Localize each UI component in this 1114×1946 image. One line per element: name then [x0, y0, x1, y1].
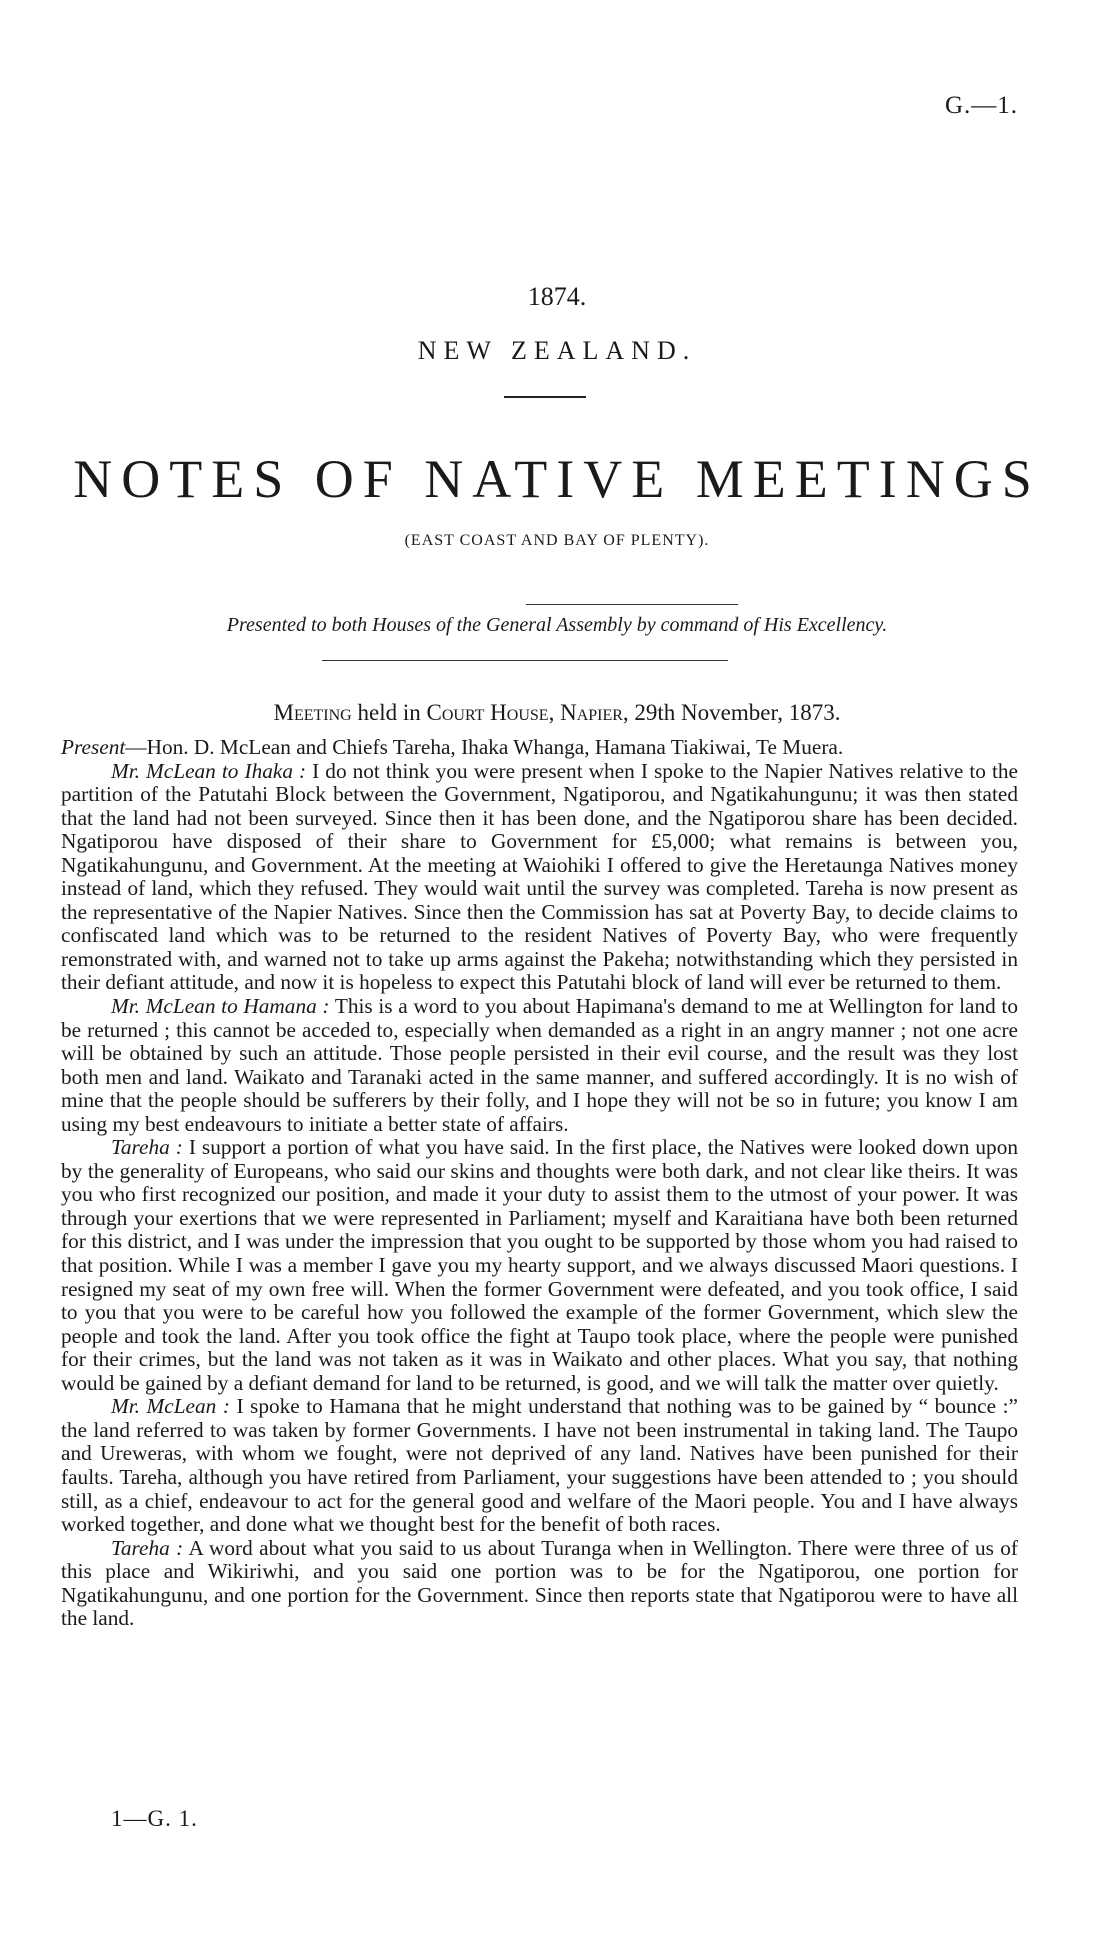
present-text: —Hon. D. McLean and Chiefs Tareha, Ihaka Whanga, Hamana Tiakiwai, Te Muera.	[125, 735, 844, 759]
meeting-separator: ,	[548, 700, 561, 725]
meeting-place: Napier	[560, 700, 623, 725]
paragraph	[61, 1136, 1018, 1395]
paragraph	[61, 995, 1018, 1136]
country-heading: NEW ZEALAND.	[417, 336, 697, 365]
paragraph	[61, 1395, 1018, 1536]
paragraph-text: This is a word to you about Hapimana's demand to me at Wellington for land to be returned ; this cannot be acceded to, especially when demanded as a right in an angry manner ; not one acre will be obtained by such an attitude. Those people persisted in their evil course, and the result was they lost both men and land. Waikato and Taranaki acted in the same manner, and suffered accordingly. It is no wish of mine that the people should be sufferers by their folly, and I hope they will not be so in future; you know I am using my best endeavours to initiate a better state of affairs.	[61, 994, 1018, 1136]
paragraph-text: I do not think you were present when I spoke to the Napier Natives relative to the partition of the Patutahi Block between the Government, Ngatiporou, and Ngatikahungunu; it was then stated that the land had not been surveyed. Since then it has been done, and the Ngatiporou share has been decided. Ngatiporou have disposed of their share to Government for £5,000; what remains is between you, Ngatikahungunu, and Government. At the meeting at Waiohiki I offered to give the Heretaunga Natives money instead of land, which they refused. They would wait until the survey was completed. Tareha is now present as the representative of the Napier Natives. Since then the Commission has sat at Poverty Bay, to decide claims to confiscated land which was to be returned to the resident Natives of Poverty Bay, who were frequently remonstrated with, and warned not to take up arms against the Pakeha; notwithstanding which they persisted in their defiant attitude, and now it is hopeless to expect this Patutahi block of land will ever be returned to them.	[61, 758, 1018, 995]
document-title: NOTES OF NATIVE MEETINGS	[73, 449, 1041, 509]
speaker: Mr. McLean to Ihaka :	[111, 758, 307, 783]
presentation-line: Presented to both Houses of the General Assembly by command of His Excellency.	[226, 614, 888, 636]
meeting-heading	[0, 700, 1114, 726]
meeting-date: , 29th November, 1873.	[622, 700, 841, 725]
paragraph-text: I support a portion of what you have said. In the first place, the Natives were looked down upon by the generality of Europeans, who said our skins and thoughts were both dark, and not clear like theirs. It was you who first recognized our position, and made it your duty to assist them to the utmost of your power. It was through your exertions that we were represented in Parliament; myself and Karaitiana have both been returned for this district, and I was under the impression that you ought to be supported by those whom you had raised to that position. While I was a member I gave you my hearty support, and we always discussed Maori questions. I resigned my seat of my own free will. When the former Government were defeated, and you took office, I said to you that you were to be careful how you followed the example of the former Government, which slew the people and took the land. After you took office the fight at Taupo took place, where the people were punished for their crimes, but the land was not taken as it was in Waikato and other places. What you say, that nothing would be gained by a defiant demand for land to be returned, is good, and we will talk the matter over quietly.	[61, 1135, 1018, 1395]
divider	[504, 396, 586, 398]
present-label: Present	[61, 735, 126, 759]
divider	[322, 660, 728, 661]
meeting-text: held in	[351, 700, 427, 725]
document-year: 1874.	[527, 282, 587, 311]
paragraph-text: I spoke to Hamana that he might understand that nothing was to be gained by “ bounce :” the land referred to was taken by former Governments. I have not been instrumental in taking land. The Taupo and Ureweras, with whom we fought, were not deprived of any land. Natives have been punished for their faults. Tareha, although you have retired from Parliament, your suggestions have been attended to ; you should still, as a chief, endeavour to act for the general good and welfare of the Maori people. You and I have always worked together, and done what we thought best for the benefit of both races.	[61, 1394, 1018, 1537]
speaker: Tareha :	[111, 1135, 183, 1160]
paragraph	[61, 1537, 1018, 1631]
document-subtitle: (EAST COAST AND BAY OF PLENTY).	[404, 532, 710, 549]
page-footer-mark: 1—G. 1.	[111, 1806, 198, 1831]
divider	[526, 604, 738, 605]
page-reference: G.—1.	[944, 92, 1018, 119]
document-body	[61, 736, 1018, 1631]
present-line	[61, 736, 1018, 760]
paragraph	[61, 760, 1018, 995]
meeting-word: Meeting	[273, 700, 352, 725]
paragraph-text: A word about what you said to us about Turanga when in Wellington. There were three of us of this place and Wikiriwhi, and you said one portion was to be for the Ngatiporou, one portion for Ngatikahungunu, and one portion for the Government. Since then reports state that Ngatiporou were to have all the land.	[61, 1535, 1018, 1631]
speaker: Tareha :	[111, 1535, 184, 1560]
meeting-venue: Court House	[426, 700, 549, 725]
speaker: Mr. McLean to Hamana :	[111, 994, 330, 1019]
speaker: Mr. McLean :	[111, 1394, 230, 1419]
